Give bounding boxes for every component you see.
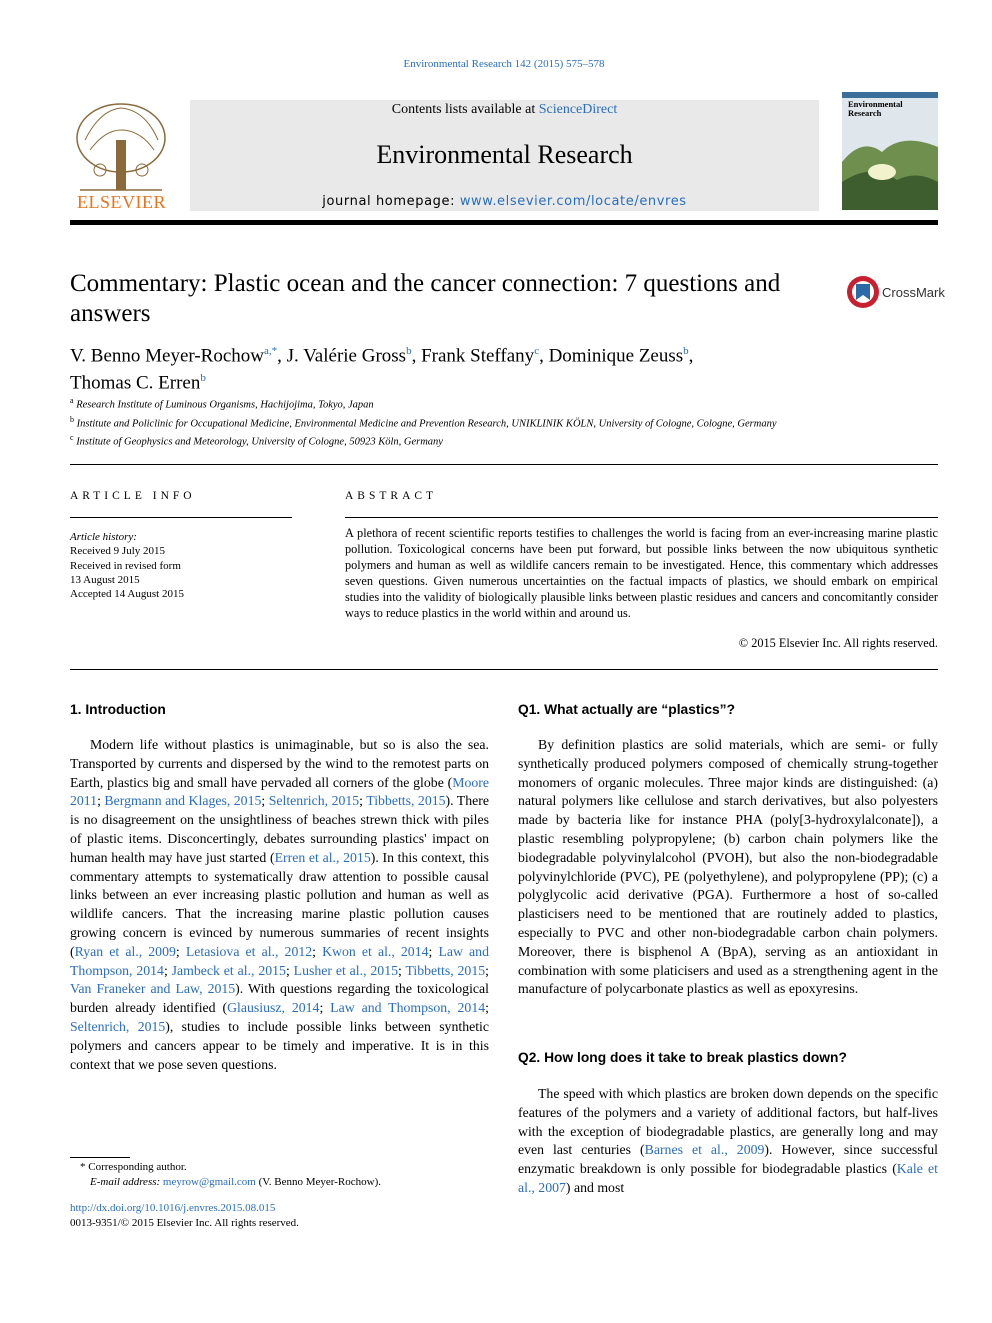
citation-link[interactable]: Seltenrich, 2015 — [268, 793, 360, 809]
journal-homepage — [190, 194, 819, 209]
author-sup[interactable]: a,* — [264, 345, 278, 357]
citation-link[interactable]: Law and Thompson, 2014 — [70, 943, 489, 978]
history-line: Accepted 14 August 2015 — [70, 588, 184, 601]
body-text: ; — [261, 793, 269, 809]
homepage-link[interactable]: www.elsevier.com/locate/envres — [459, 194, 687, 209]
intro-paragraph — [70, 736, 489, 1074]
journal-title: Environmental Research — [376, 140, 633, 169]
author[interactable]: J. Valérie Gross — [286, 345, 407, 367]
body-text: ) and most — [565, 1179, 625, 1195]
q2-heading: Q2. How long does it take to break plastics down? — [518, 1050, 847, 1065]
affiliations — [70, 394, 830, 450]
affiliation-text: Institute of Geophysics and Meteorology, University of Cologne, 50923 Köln, Germany — [76, 436, 443, 448]
body-text: Modern life without plastics is unimaginable, but so is also the sea. Transported by currents and dispersed by the wind to the remotest parts on Earth, plastics big and small have pervaded all corners of the globe ( — [70, 737, 489, 790]
citation-link[interactable]: Letasiova et al., 2012 — [185, 943, 313, 959]
issn-line: 0013-9351/© 2015 Elsevier Inc. All rights reserved. — [70, 1216, 299, 1229]
citation-link[interactable]: Kale et al., 2007 — [518, 1161, 939, 1195]
body-text: ; — [359, 793, 367, 809]
body-text: ), studies to include possible links between synthetic polymers and cancers appear to be timely and imperative. It is in this context that we pose seven questions. — [70, 1018, 489, 1072]
body-text: ; — [97, 793, 105, 809]
author-list: V. Benno Meyer-Rochow$^{a,*}$, J. Valérie Gross$^b$, Frank Steffany$^c$, Dominique Zeuss$^b$, Thomas C. Erren$^b$ — [70, 345, 694, 394]
citation-link[interactable]: Ryan et al., 2009 — [74, 943, 176, 959]
footnote-rule — [70, 1157, 130, 1158]
cover-title: Environmental Research — [848, 99, 903, 118]
author-sup[interactable]: b — [683, 345, 689, 357]
body-text: ). There is no disagreement on the unsightliness of beaches strewn thick with piles of plastic items. Disconcertingly, debates surrounding plastics' impact on human health may have just started ( — [70, 793, 489, 865]
q1-paragraph: By definition plastics are solid materials, which are semi- or fully synthetically produced polymers composed of chemically strung-together monomers of organic molecules. Three major kinds are distinguished: (a) natural polymers like cellulose and starch derivatives, but also polyesters made by bacteria like for instance PHA (poly[3-hydroxylalconate]), a plastic resembling polypropylene; (b) carbon chain polymers like the biodegradable polyvinylalcohol (PVOH), but also the non-biodegradable polyvinylchloride (PVC), PE (polyethylene), and polypropylene (PP); (c) a polyglycolic acid derivative (PGA). Furthermore a host of so-called plasticisers need to be mentioned that are routinely added to plastics, especially to PVC and other non-biodegradable carbon chain polymers. Moreover, there is bisphenol A (BpA), serving as an antioxidant in combination with some platicisers and used as a strengthening agent in the manufacture of polycarbonate plastics as well as epoxyresins. — [518, 737, 938, 997]
citation-link[interactable]: Erren et al., 2015 — [274, 849, 371, 865]
section-divider — [70, 669, 938, 670]
citation-link[interactable]: Jambeck et al., 2015 — [171, 962, 286, 978]
body-text: ; — [175, 943, 186, 959]
author[interactable]: Dominique Zeuss — [548, 345, 684, 367]
email-suffix: (V. Benno Meyer-Rochow). — [255, 1175, 381, 1188]
citation-link[interactable]: Glausiusz, 2014 — [227, 1000, 320, 1016]
citation-link[interactable]: Van Franeker and Law, 2015 — [70, 981, 236, 997]
affiliation-text: Institute and Policlinic for Occupational Medicine, Environmental Medicine and Prevention Research, UNIKLINIK KÖLN, University of Cologne, Cologne, Germany — [76, 418, 777, 429]
abstract-copyright: © 2015 Elsevier Inc. All rights reserved. — [738, 636, 938, 650]
citation-link[interactable]: Tibbetts, 2015 — [366, 793, 446, 809]
citation-link[interactable]: Lusher et al., 2015 — [293, 962, 399, 978]
author-sup[interactable]: b — [200, 372, 206, 385]
corresponding-author-note: * Corresponding author. — [80, 1161, 187, 1173]
q2-body — [518, 1085, 938, 1198]
article-history — [70, 530, 290, 601]
history-line: Received in revised form — [70, 559, 181, 572]
history-label: Article history: — [70, 531, 137, 543]
body-text: ). With questions regarding the toxicological burden already identified ( — [70, 981, 489, 1016]
abstract-rule — [345, 517, 938, 518]
body-text: ; — [319, 1000, 331, 1016]
author[interactable]: Frank Steffany — [421, 345, 535, 367]
abstract-heading: ABSTRACT — [345, 490, 438, 502]
journal-citation[interactable]: Environmental Research 142 (2015) 575–578 — [403, 58, 605, 70]
homepage-label: journal homepage: — [322, 194, 460, 209]
article-info-rule — [70, 517, 292, 518]
sciencedirect-link[interactable]: ScienceDirect — [538, 102, 618, 117]
author[interactable]: Thomas C. Erren — [70, 372, 201, 394]
q1-body — [518, 736, 938, 999]
author-sup[interactable]: b — [406, 345, 412, 357]
doi-block — [70, 1201, 490, 1230]
author[interactable]: V. Benno Meyer-Rochow — [70, 345, 264, 367]
contents-prefix: Contents lists available at — [391, 102, 539, 117]
affiliation-sup: c — [70, 433, 74, 442]
email-link[interactable]: meyrow@gmail.com — [162, 1175, 256, 1188]
crossmark-badge[interactable] — [846, 273, 946, 313]
citation-link[interactable]: Moore 2011 — [70, 774, 489, 809]
affiliation-sup: b — [70, 414, 74, 424]
email-label: E-mail address: — [90, 1175, 163, 1188]
body-text: The speed with which plastics are broken down depends on the specific features of the polymers and a variety of additional factors, but half-lives with the exception of biodegradable plastics, are generally long and may even last centuries ( — [518, 1086, 938, 1158]
history-line: Received 9 July 2015 — [70, 545, 166, 558]
intro-body — [70, 736, 489, 1074]
footnote — [80, 1160, 500, 1189]
history-line: 13 August 2015 — [70, 573, 140, 586]
elsevier-logo[interactable] — [70, 100, 173, 212]
body-text: ). However, since successful enzymatic breakdown is only possible for biodegradable plastics ( — [518, 1142, 938, 1177]
body-text: ; — [485, 962, 489, 978]
q2-paragraph — [518, 1085, 938, 1198]
elsevier-wordmark: ELSEVIER — [77, 192, 166, 212]
section-divider — [70, 464, 938, 465]
body-text: ; — [312, 943, 323, 959]
crossmark-label: CrossMark — [882, 285, 945, 300]
affiliation-sup: a — [70, 396, 74, 405]
citation-link[interactable]: Kwon et al., 2014 — [322, 943, 429, 959]
citation-link[interactable]: Seltenrich, 2015 — [70, 1018, 166, 1034]
author-sup[interactable]: c — [534, 345, 540, 357]
citation-link[interactable]: Law and Thompson, 2014 — [330, 1000, 486, 1016]
citation-link[interactable]: Barnes et al., 2009 — [644, 1142, 765, 1158]
abstract-text: A plethora of recent scientific reports testifies to challenges the world is facing from an ever-increasing marine plastic pollution. Toxicological concerns have been put forward, but possible links between the now ubiquitous synthetic polymers and human as well as wildlife cancers remain to be investigated. Hence, this commentary which addresses seven questions. Given numerous uncertainties on the factual impacts of plastics, we should embark on empirical studies into the validity of biologically plausible links between plastic residues and cancers and concomitantly consider ways to reduce plastics in the world within and around us. — [345, 526, 938, 620]
body-text: ; — [398, 962, 406, 978]
citation-link[interactable]: Bergmann and Klages, 2015 — [104, 793, 262, 809]
q1-heading: Q1. What actually are “plastics”? — [518, 702, 735, 717]
contents-line — [190, 102, 819, 118]
article-info-heading: ARTICLE INFO — [70, 490, 196, 502]
doi-link[interactable]: http://dx.doi.org/10.1016/j.envres.2015.08.015 — [70, 1202, 276, 1214]
affiliation — [70, 413, 830, 432]
affiliation — [70, 394, 830, 413]
header-rule — [70, 220, 938, 225]
citation-link[interactable]: Tibbetts, 2015 — [405, 962, 486, 978]
crossmark-icon — [846, 275, 880, 309]
article-title: Commentary: Plastic ocean and the cancer connection: 7 questions and answers — [70, 270, 781, 327]
journal-cover-thumbnail[interactable] — [842, 92, 938, 210]
body-text: ). In this context, this commentary attempts to systematically draw attention to possible causal links between an ever increasing plastic pollution and human as well as wildlife cancers. That the increasing marine plastic pollution causes growing concern is evinced by numerous summaries of recent insights ( — [70, 849, 489, 959]
intro-heading: 1. Introduction — [70, 702, 166, 717]
body-text: ; — [428, 943, 439, 959]
affiliation-text: Research Institute of Luminous Organisms, Hachijojima, Tokyo, Japan — [76, 399, 374, 411]
affiliation — [70, 431, 830, 450]
body-text: ; — [285, 962, 294, 978]
body-text: ; — [485, 1000, 489, 1016]
body-text: ; — [163, 962, 172, 978]
